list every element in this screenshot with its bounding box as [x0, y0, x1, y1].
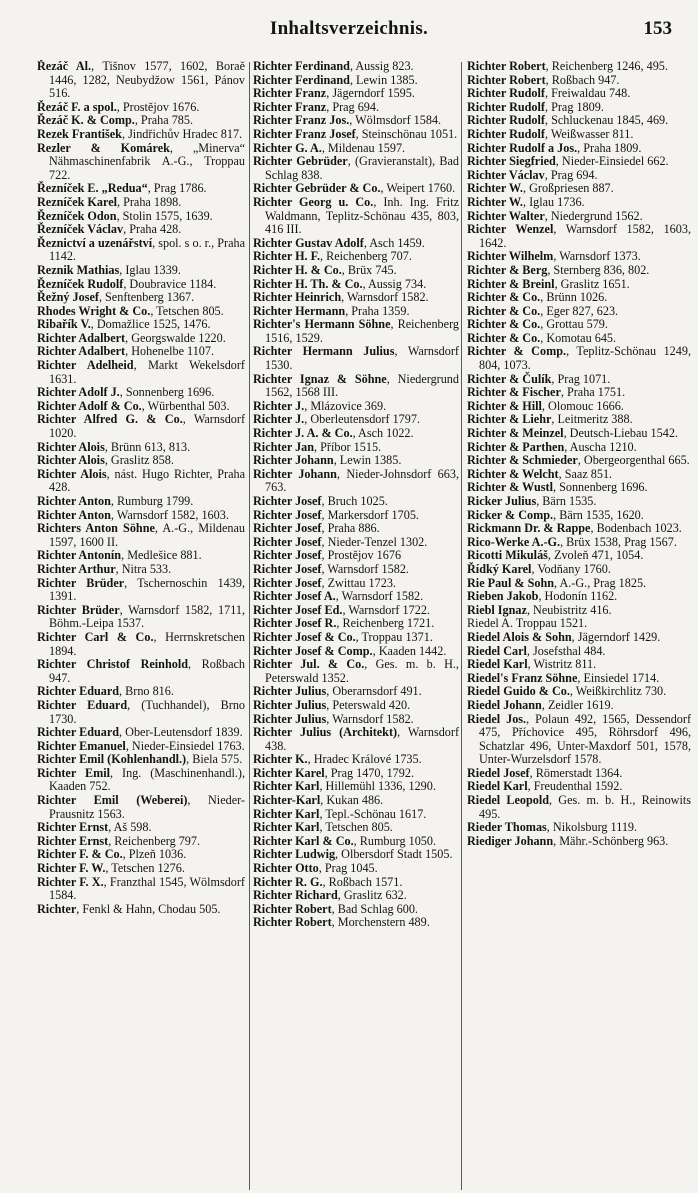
index-entry: Richter H. Th. & Co., Aussig 734. [253, 276, 427, 291]
index-entry: Richter Alois, Graslitz 858. [37, 453, 174, 468]
index-entry: Richter Gebrüder & Co., Weipert 1760. [253, 181, 456, 196]
index-entry: Richter Karl, Hillemühl 1336, 1290. [253, 779, 436, 794]
index-entry: Richter & Liehr, Leitmeritz 388. [467, 412, 633, 427]
index-entry: Richter Rudolf, Schluckenau 1845, 469. [467, 113, 669, 128]
index-entry: Řežný Josef, Senftenberg 1367. [37, 290, 195, 305]
index-entry: Richter Julius, Peterswald 420. [253, 697, 411, 712]
index-entry: Richter & Čulík, Prag 1071. [467, 371, 611, 386]
index-entry: Richter Johann, Lewin 1385. [253, 453, 402, 468]
index-entry: Richter Adelheid, Markt Wekelsdorf 1631. [37, 358, 245, 386]
index-entry: Richter Ferdinand, Lewin 1385. [253, 72, 418, 87]
index-entry: Richter Ferdinand, Aussig 823. [253, 60, 414, 73]
index-entry: Richter Julius (Architekt), Warnsdorf 438. [253, 725, 459, 753]
index-entry: Richter Jul. & Co., Ges. m. b. H., Peterswald 1352. [253, 657, 459, 685]
index-entry: Richter & Wustl, Sonnenberg 1696. [467, 480, 648, 495]
page-header [0, 14, 698, 48]
index-entry: Riedel A. Troppau 1521. [467, 616, 588, 631]
index-entry: Richter Josef R., Reichenberg 1721. [253, 616, 435, 631]
index-entry: Richter Emil (Weberei), Nieder-Prausnitz 1563. [37, 793, 245, 821]
index-entry: Rickmann Dr. & Rappe, Bodenbach 1023. [467, 521, 682, 536]
index-entry: Richter Emil, Ing. (Maschinenhandl.), Kaaden 752. [37, 765, 245, 794]
index-entry: Richter Karl, Tepl.-Schönau 1617. [253, 806, 427, 821]
index-column-1 [37, 60, 245, 1190]
index-entry: Richter Josef, Nieder-Tenzel 1302. [253, 534, 428, 549]
index-entry: Richter Antonín, Medlešice 881. [37, 548, 202, 563]
page-title: Inhaltsverzeichnis. [269, 18, 429, 39]
index-entry: Richter Václav, Prag 694. [467, 167, 598, 182]
index-entry: Richter Franz Josef, Steinschönau 1051. [253, 126, 458, 141]
index-entry: Richter Wenzel, Warnsdorf 1582, 1603, 1642. [467, 222, 691, 250]
index-entry: Riedel Guido & Co., Weißkirchlitz 730. [467, 684, 667, 699]
index-entry: Richter Jan, Příbor 1515. [253, 439, 382, 454]
index-entry: Rieben Jakob, Hodonín 1162. [467, 589, 618, 604]
index-entry: Rezek František, Jindřichův Hradec 817. [37, 126, 243, 141]
index-entry: Richter Karel, Prag 1470, 1792. [253, 765, 415, 780]
index-entry: Richter & Co., Grottau 579. [467, 317, 608, 332]
index-entry: Reznik Mathias, Iglau 1339. [37, 262, 181, 277]
index-entry: Richter G. A., Mildenau 1597. [253, 140, 406, 155]
index-entry: Ricker & Comp., Bärn 1535, 1620. [467, 507, 644, 522]
index-entry: Riedel Johann, Zeidler 1619. [467, 697, 614, 712]
index-entry: Richter Rudolf, Freiwaldau 748. [467, 86, 631, 101]
index-entry: Richter Josef & Co., Troppau 1371. [253, 629, 433, 644]
index-entry: Richter Hermann Julius, Warnsdorf 1530. [253, 344, 459, 373]
index-entry: Rhodes Wright & Co., Tetschen 805. [37, 303, 224, 318]
index-entry: Richter F. W., Tetschen 1276. [37, 861, 185, 876]
index-entry: Richter Julius, Oberarnsdorf 491. [253, 684, 422, 699]
index-entry: Richter J., Oberleutensdorf 1797. [253, 412, 420, 427]
index-entry: Richter Brüder, Tschernoschin 1439, 1391. [37, 575, 245, 604]
index-entry: Richter Robert, Roßbach 947. [467, 72, 620, 87]
index-entry: Rezníček Karel, Praha 1898. [37, 194, 182, 209]
index-entry: Richter Otto, Prag 1045. [253, 861, 378, 876]
index-entry: Richter Richard, Graslitz 632. [253, 888, 407, 903]
index-entry: Richter Adalbert, Georgswalde 1220. [37, 330, 226, 345]
index-entry: Richter-Karl, Kukan 486. [253, 793, 384, 808]
index-entry: Richter & Berg, Sternberg 836, 802. [467, 262, 650, 277]
index-entry: Richters Anton Söhne, A.-G., Mildenau 1597, 1600 II. [37, 521, 245, 549]
index-entry: Richter K., Hradec Králové 1735. [253, 752, 422, 767]
index-entry: Richter Franz, Jägerndorf 1595. [253, 86, 415, 101]
index-entry: Richter & Co., Komotau 645. [467, 330, 617, 345]
index-entry: Richter F. & Co., Plzeň 1036. [37, 847, 187, 862]
index-entry: Richter Josef, Zwittau 1723. [253, 575, 396, 590]
index-column-2 [253, 60, 459, 1190]
index-entry: Richter Josef & Comp., Kaaden 1442. [253, 643, 447, 658]
index-entry: Richter Josef, Praha 886. [253, 521, 380, 536]
index-entry: Richter Karl, Tetschen 805. [253, 820, 393, 835]
index-entry: Richter Gustav Adolf, Asch 1459. [253, 235, 425, 250]
index-entry: Richter R. G., Roßbach 1571. [253, 874, 403, 889]
index-entry: Richter Anton, Warnsdorf 1582, 1603. [37, 507, 229, 522]
index-entry: Richter's Hermann Söhne, Reichenberg 1516, 1529. [253, 317, 459, 345]
index-entry: Richter Walter, Niedergrund 1562. [467, 208, 643, 223]
index-entry: Richter Josef, Markersdorf 1705. [253, 507, 419, 522]
index-entry: Richter & Comp., Teplitz-Schönau 1249, 804, 1073. [467, 344, 691, 373]
index-entry: Richter Gebrüder, (Gravieranstalt), Bad Schlag 838. [253, 154, 459, 182]
index-entry: Richter Alois, Brünn 613, 813. [37, 439, 191, 454]
index-entry: Riedel Jos., Polaun 492, 1565, Dessendorf 475, Příchovice 495, Röhrsdorf 496, Schatzlar 496, Unter-Maxdorf 501, 1578, Unter-Wurzelsdorf 1578. [467, 711, 691, 767]
index-entry: Richter Siegfried, Nieder-Einsiedel 662. [467, 154, 669, 169]
index-entry: Riedel Karl, Wistritz 811. [467, 657, 597, 672]
index-entry: Rico-Werke A.-G., Brüx 1538, Prag 1567. [467, 534, 677, 549]
index-entry: Richter J., Mlázovice 369. [253, 398, 387, 413]
index-entry: Řezníček Rudolf, Doubravice 1184. [37, 276, 217, 291]
index-entry: Richter Alfred G. & Co., Warnsdorf 1020. [37, 412, 245, 441]
index-entry: Richter Rudolf, Prag 1809. [467, 99, 604, 114]
index-entry: Richter Josef A., Warnsdorf 1582. [253, 589, 424, 604]
index-entry: Richter Eduard, (Tuchhandel), Brno 1730. [37, 697, 245, 726]
index-entry: Řídký Karel, Vodňany 1760. [467, 561, 611, 576]
index-entry: Richter Emil (Kohlenhandl.), Biela 575. [37, 752, 243, 767]
index-entry: Richter & Breinl, Graslitz 1651. [467, 276, 630, 291]
index-entry: Richter Josef, Prostějov 1676 [253, 548, 402, 563]
index-entry: Richter Eduard, Ober-Leutensdorf 1839. [37, 725, 243, 740]
page-number: 153 [643, 18, 672, 39]
index-entry: Řezáč F. a spol., Prostějov 1676. [37, 99, 200, 114]
index-entry: Riediger Johann, Mähr.-Schönberg 963. [467, 833, 669, 848]
index-entry: Richter Hermann, Praha 1359. [253, 303, 410, 318]
index-entry: Richter & Schmieder, Obergeorgenthal 665. [467, 453, 690, 468]
index-entry: Riedel Josef, Römerstadt 1364. [467, 765, 623, 780]
index-entry: Richter Franz Jos., Wölmsdorf 1584. [253, 113, 442, 128]
index-entry: Riedel's Franz Söhne, Einsiedel 1714. [467, 670, 660, 685]
index-entry: Richter Heinrich, Warnsdorf 1582. [253, 290, 429, 305]
index-entry: Richter Carl & Co., Herrnskretschen 1894. [37, 629, 245, 658]
index-entry: Richter & Fischer, Praha 1751. [467, 385, 626, 400]
index-entry: Richter H. F., Reichenberg 707. [253, 249, 412, 264]
index-entry: Riedel Alois & Sohn, Jägerndorf 1429. [467, 629, 661, 644]
index-entry: Richter Ludwig, Olbersdorf Stadt 1505. [253, 847, 453, 862]
index-entry: Richter Arthur, Nitra 533. [37, 561, 172, 576]
index-entry: Řezníček Václav, Praha 428. [37, 222, 182, 237]
index-entry: Richter F. X., Franzthal 1545, Wölmsdorf 1584. [37, 874, 245, 903]
index-entry: Richter Wilhelm, Warnsdorf 1373. [467, 249, 641, 264]
index-entry: Richter H. & Co., Brüx 745. [253, 262, 397, 277]
index-entry: Řeznictví a uzenářství, spol. s o. r., Praha 1142. [37, 235, 245, 264]
index-entry: Richter & Co., Brünn 1026. [467, 290, 608, 305]
index-entry: Riedel Leopold, Ges. m. b. H., Reinowits 495. [467, 793, 691, 821]
index-entry: Ricotti Mikuláš, Zvoleň 471, 1054. [467, 548, 644, 563]
index-entry: Richter Josef, Warnsdorf 1582. [253, 561, 409, 576]
index-entry: Richter & Hill, Olomouc 1666. [467, 398, 624, 413]
index-entry: Richter Christof Reinhold, Roßbach 947. [37, 657, 245, 685]
index-entry: Richter Ernst, Reichenberg 797. [37, 833, 201, 848]
index-entry: Richter & Co., Eger 827, 623. [467, 303, 619, 318]
index-entry: Richter Eduard, Brno 816. [37, 684, 174, 699]
index-entry: Řezníček Odon, Stolin 1575, 1639. [37, 208, 213, 223]
index-entry: Richter Ernst, Aš 598. [37, 820, 152, 835]
index-entry: Richter Brüder, Warnsdorf 1582, 1711, Böhm.-Leipa 1537. [37, 602, 245, 631]
index-entry: Řezníček E. „Reduа“, Prag 1786. [37, 181, 207, 196]
index-entry: Richter Adalbert, Hohenelbe 1107. [37, 344, 215, 359]
index-entry: Richter Rudolf, Weißwasser 811. [467, 126, 634, 141]
index-entry: Richter Ignaz & Söhne, Niedergrund 1562, 1568 III. [253, 371, 459, 400]
index-entry: Řezáč Al., Tišnov 1577, 1602, Boraě 1446, 1282, Neubydžow 1561, Pánov 516. [37, 60, 245, 101]
index-entry: Richter Adolf & Co., Würbenthal 503. [37, 398, 230, 413]
index-entry: Riebl Ignaz, Neubistritz 416. [467, 602, 612, 617]
index-entry: Richter W., Iglau 1736. [467, 194, 585, 209]
index-entry: Richter Rudolf a Jos., Praha 1809. [467, 140, 642, 155]
index-entry: Richter, Fenkl & Hahn, Chodau 505. [37, 901, 221, 916]
index-entry: Rieder Thomas, Nikolsburg 1119. [467, 820, 638, 835]
index-entry: Riedel Carl, Josefsthal 484. [467, 643, 606, 658]
index-entry: Richter Johann, Nieder-Johnsdorf 663, 763. [253, 466, 459, 495]
index-entry: Richter Franz, Prag 694. [253, 99, 380, 114]
index-entry: Richter Josef Ed., Warnsdorf 1722. [253, 602, 430, 617]
index-entry: Richter Adolf J., Sonnenberg 1696. [37, 385, 215, 400]
index-entry: Riedel Karl, Freudenthal 1592. [467, 779, 623, 794]
index-entry: Ribařík V., Domažlice 1525, 1476. [37, 317, 211, 332]
index-entry: Řezáč K. & Comp., Praha 785. [37, 113, 194, 128]
index-entry: Richter & Meinzel, Deutsch-Liebau 1542. [467, 426, 678, 441]
index-entry: Richter Anton, Rumburg 1799. [37, 494, 194, 508]
index-entry: Richter Karl & Co., Rumburg 1050. [253, 833, 437, 848]
index-entry: Rie Paul & Sohn, A.-G., Prag 1825. [467, 575, 647, 590]
index-entry: Richter Julius, Warnsdorf 1582. [253, 711, 414, 726]
index-entry: Richter J. A. & Co., Asch 1022. [253, 426, 414, 441]
index-entry: Richter Georg u. Co., Inh. Ing. Fritz Waldmann, Teplitz-Schönau 435, 803, 416 III. [253, 194, 459, 237]
index-entry: Richter W., Großpriesen 887. [467, 181, 614, 196]
index-entry: Richter & Welcht, Saaz 851. [467, 466, 613, 481]
index-columns [37, 60, 697, 1190]
index-column-3 [467, 60, 691, 1190]
index-entry: Richter Robert, Reichenberg 1246, 495. [467, 60, 668, 73]
index-entry: Richter Robert, Bad Schlag 600. [253, 901, 418, 916]
index-entry: Rezler & Komárek, „Minerva“ Nähmaschinenfabrik A.-G., Troppau 722. [37, 140, 245, 182]
index-entry: Richter Robert, Morchenstern 489. [253, 915, 430, 930]
index-entry: Richter & Parthen, Auscha 1210. [467, 439, 637, 454]
index-entry: Ricker Julius, Bärn 1535. [467, 494, 597, 508]
index-entry: Richter Alois, nást. Hugo Richter, Praha 428. [37, 466, 245, 495]
index-entry: Richter Emanuel, Nieder-Einsiedel 1763. [37, 738, 245, 753]
index-entry: Richter Josef, Bruch 1025. [253, 494, 388, 508]
